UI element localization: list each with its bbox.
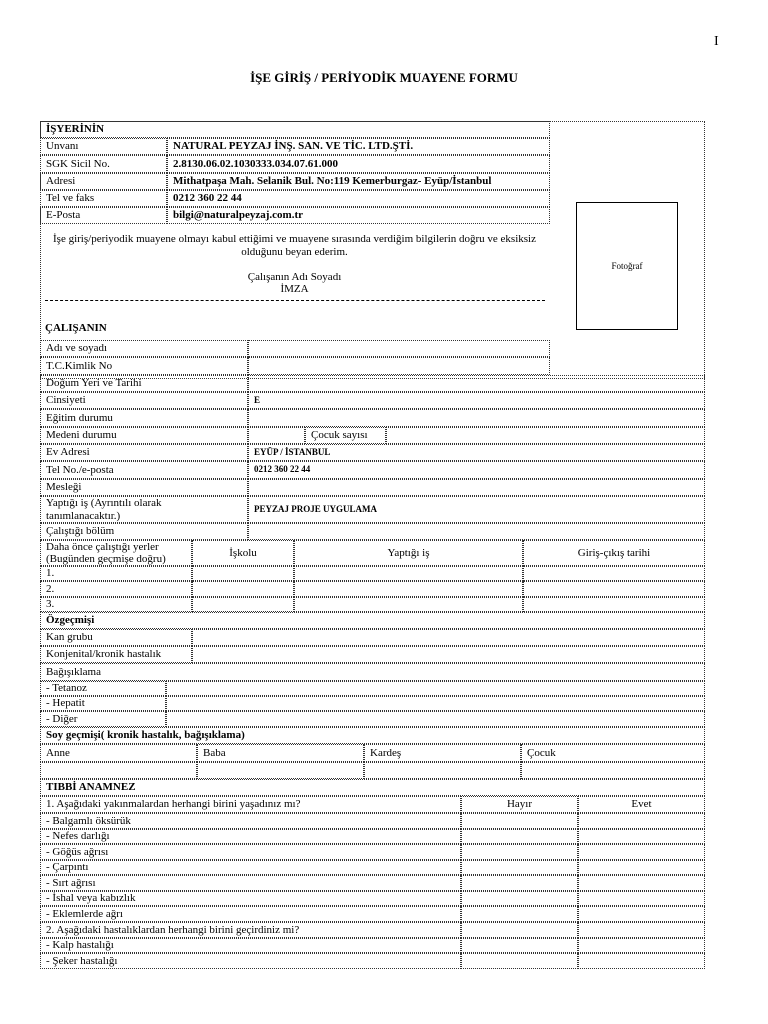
occupation-field[interactable] xyxy=(248,479,705,496)
question-2: 2. Aşağıdaki hastalıklardan herhangi birini geçirdiniz mi? xyxy=(40,922,461,938)
work-label-line2: tanımlanacaktır.) xyxy=(46,509,121,522)
employer-phone-value[interactable]: 0212 360 22 44 xyxy=(167,190,550,207)
sgk-number-value[interactable]: 2.8130.06.02.1030333.034.07.61.000 xyxy=(167,155,550,173)
education-label: Eğitim durumu xyxy=(40,409,248,427)
symptom-item: - İshal veya kabızlık xyxy=(40,891,461,906)
marital-label: Medeni durumu xyxy=(40,427,248,444)
disease-item: - Şeker hastalığı xyxy=(40,953,461,969)
previous-job-dates-cell[interactable] xyxy=(523,581,705,597)
sibling-label: Kardeş xyxy=(364,744,521,762)
employer-label: SGK Sicil No. xyxy=(40,155,167,173)
previous-jobs-line1: Daha önce çalıştığı yerler xyxy=(46,540,159,553)
answer-yes-cell[interactable] xyxy=(578,860,705,875)
symptom-item: - Nefes darlığı xyxy=(40,829,461,844)
home-address-label: Ev Adresi xyxy=(40,444,248,461)
birth-field[interactable] xyxy=(248,375,705,392)
family-history-heading: Soy geçmişi( kronik hastalık, bağışıklama) xyxy=(40,727,705,744)
children-label: Çocuk sayısı xyxy=(305,427,386,444)
phone-email-field[interactable]: 0212 360 22 44 xyxy=(248,461,705,479)
column-sector: İşkolu xyxy=(192,540,294,566)
father-label: Baba xyxy=(197,744,364,762)
answer-yes-cell[interactable] xyxy=(578,938,705,953)
employer-label: E-Posta xyxy=(40,207,167,224)
name-label: Adı ve soyadı xyxy=(40,340,248,357)
department-field[interactable] xyxy=(248,523,705,540)
symptom-item: - Eklemlerde ağrı xyxy=(40,906,461,922)
employer-label: Tel ve faks xyxy=(40,190,167,207)
previous-job-work-cell[interactable] xyxy=(294,597,523,612)
previous-job-sector-cell[interactable] xyxy=(192,566,294,581)
department-label: Çalıştığı bölüm xyxy=(40,523,248,540)
other-vaccine-label: - Diğer xyxy=(40,711,166,727)
gender-field[interactable]: E xyxy=(248,392,705,409)
previous-job-dates-cell[interactable] xyxy=(523,566,705,581)
photo-box[interactable] xyxy=(576,202,678,330)
previous-job-row-number: 1. xyxy=(40,566,192,581)
hepatitis-label: - Hepatit xyxy=(40,696,166,711)
answer-yes-cell[interactable] xyxy=(578,891,705,906)
answer-yes-cell[interactable] xyxy=(578,813,705,829)
previous-job-row-number: 3. xyxy=(40,597,192,612)
home-address-field[interactable]: EYÜP / İSTANBUL xyxy=(248,444,705,461)
answer-yes-cell[interactable] xyxy=(578,844,705,860)
previous-job-work-cell[interactable] xyxy=(294,566,523,581)
previous-job-dates-cell[interactable] xyxy=(523,597,705,612)
work-label-line1: Yaptığı iş (Ayrıntılı olarak xyxy=(46,497,162,510)
employer-address-value[interactable]: Mithatpaşa Mah. Selanik Bul. No:119 Kemerburgaz- Eyüp/İstanbul xyxy=(167,173,550,190)
answer-yes-cell[interactable] xyxy=(578,875,705,891)
employer-title-value[interactable]: NATURAL PEYZAJ İNŞ. SAN. VE TİC. LTD.ŞTİ. xyxy=(167,138,550,155)
answer-yes-cell[interactable] xyxy=(578,953,705,969)
signature-divider xyxy=(45,300,545,301)
previous-job-row-number: 2. xyxy=(40,581,192,597)
answer-no-cell[interactable] xyxy=(461,922,578,938)
answer-no-cell[interactable] xyxy=(461,938,578,953)
blood-group-label: Kan grubu xyxy=(40,629,192,646)
answer-yes-cell[interactable] xyxy=(578,922,705,938)
page-number: I xyxy=(714,34,719,49)
previous-job-work-cell[interactable] xyxy=(294,581,523,597)
symptom-item: - Çarpıntı xyxy=(40,860,461,875)
hepatitis-field[interactable] xyxy=(166,696,705,711)
children-field[interactable] xyxy=(386,427,705,444)
employer-heading: İŞYERİNİN xyxy=(40,121,550,138)
previous-job-sector-cell[interactable] xyxy=(192,581,294,597)
chronic-disease-label: Konjenital/kronik hastalık xyxy=(40,646,192,663)
phone-email-label: Tel No./e-posta xyxy=(40,461,248,479)
tc-label: T.C.Kimlik No xyxy=(40,357,248,375)
education-field[interactable] xyxy=(248,409,705,427)
name-field[interactable] xyxy=(248,340,550,357)
previous-jobs-line2: (Bugünden geçmişe doğru) xyxy=(46,553,166,565)
answer-yes-cell[interactable] xyxy=(578,906,705,922)
column-work: Yaptığı iş xyxy=(294,540,523,566)
work-description-label xyxy=(40,496,248,523)
employer-email-value[interactable]: bilgi@naturalpeyzaj.com.tr xyxy=(167,207,550,224)
employee-heading: ÇALIŞANIN xyxy=(45,321,107,334)
answer-no-cell[interactable] xyxy=(461,906,578,922)
tc-field[interactable] xyxy=(248,357,550,375)
anamnesis-heading: TIBBİ ANAMNEZ xyxy=(40,779,705,796)
gender-label: Cinsiyeti xyxy=(40,392,248,409)
previous-job-sector-cell[interactable] xyxy=(192,597,294,612)
symptom-item: - Balgamlı öksürük xyxy=(40,813,461,829)
vaccination-label: Bağışıklama xyxy=(40,663,705,681)
tetanus-field[interactable] xyxy=(166,681,705,696)
employer-label: Adresi xyxy=(40,173,167,190)
question-1: 1. Aşağıdaki yakınmalardan herhangi birini yaşadınız mı? xyxy=(40,796,461,813)
answer-no-cell[interactable] xyxy=(461,875,578,891)
employee-name-sign-label: Çalışanın Adı Soyadı xyxy=(247,271,342,283)
birth-label: Doğum Yeri ve Tarihi xyxy=(40,375,248,392)
answer-no-cell[interactable] xyxy=(461,891,578,906)
previous-jobs-label xyxy=(40,540,192,566)
answer-no-cell[interactable] xyxy=(461,844,578,860)
mother-label: Anne xyxy=(40,744,197,762)
symptom-item: - Sırt ağrısı xyxy=(40,875,461,891)
mother-field[interactable] xyxy=(40,762,197,779)
photo-label: Fotoğraf xyxy=(611,261,643,271)
chronic-disease-field[interactable] xyxy=(192,646,705,663)
history-heading: Özgeçmişi xyxy=(40,612,705,629)
tetanus-label: - Tetanoz xyxy=(40,681,166,696)
child-label: Çocuk xyxy=(521,744,705,762)
work-description-field[interactable]: PEYZAJ PROJE UYGULAMA xyxy=(248,496,705,523)
answer-no-cell[interactable] xyxy=(461,860,578,875)
employer-label: Unvanı xyxy=(40,138,167,155)
father-field[interactable] xyxy=(197,762,364,779)
column-yes: Evet xyxy=(578,796,705,813)
signature-label: İMZA xyxy=(280,283,309,295)
answer-yes-cell[interactable] xyxy=(578,829,705,844)
occupation-label: Mesleği xyxy=(40,479,248,496)
marital-field[interactable] xyxy=(248,427,305,444)
answer-no-cell[interactable] xyxy=(461,813,578,829)
child-field[interactable] xyxy=(521,762,705,779)
disease-item: - Kalp hastalığı xyxy=(40,938,461,953)
declaration-text: İşe giriş/periyodik muayene olmayı kabul ettiğimi ve muayene sırasında verdiğim bilgilerin doğru ve eksiksiz olduğunu beyan ederim. xyxy=(53,233,536,258)
answer-no-cell[interactable] xyxy=(461,953,578,969)
form-title: İŞE GİRİŞ / PERİYODİK MUAYENE FORMU xyxy=(250,70,518,85)
column-no: Hayır xyxy=(461,796,578,813)
symptom-item: - Göğüs ağrısı xyxy=(40,844,461,860)
column-dates: Giriş-çıkış tarihi xyxy=(523,540,705,566)
blood-group-field[interactable] xyxy=(192,629,705,646)
other-vaccine-field[interactable] xyxy=(166,711,705,727)
sibling-field[interactable] xyxy=(364,762,521,779)
answer-no-cell[interactable] xyxy=(461,829,578,844)
